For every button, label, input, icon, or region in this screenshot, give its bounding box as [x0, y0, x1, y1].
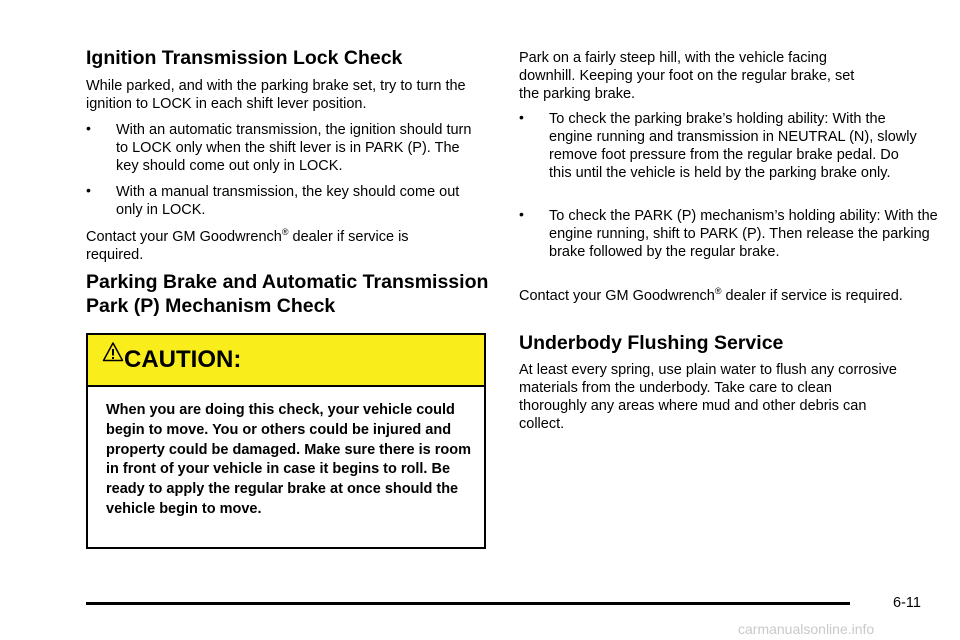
bullet-dot: •	[519, 206, 524, 222]
contact-dealer-left: Contact your GM Goodwrench® dealer if service is required.	[86, 227, 409, 263]
caution-box	[86, 333, 486, 549]
caution-title: CAUTION:	[124, 346, 242, 373]
heading-parking-brake-line2: Park (P) Mechanism Check	[86, 295, 336, 317]
caution-header	[88, 335, 484, 387]
watermark: carmanualsonline.info	[738, 621, 875, 637]
heading-underbody-flushing: Underbody Flushing Service	[519, 332, 784, 354]
ignition-intro: While parked, and with the parking brake set, try to turn the ignition to LOCK in each shift lever position.	[86, 78, 466, 112]
warning-triangle-icon	[102, 341, 124, 363]
bullet-park-mechanism-text: To check the PARK (P) mechanism’s holding ability: With the engine running, shift to PARK (P). Then release the parking brake followed by the regular brake.	[549, 208, 938, 260]
bullet-automatic-text: With an automatic transmission, the ignition should turn to LOCK only when the shift lever is in PARK (P). The key should come out only in LOCK.	[116, 122, 472, 174]
heading-ignition-lock-check: Ignition Transmission Lock Check	[86, 47, 403, 69]
footer-rule	[86, 602, 850, 605]
caution-body: When you are doing this check, your vehicle could begin to move. You or others could be injured and property could be damaged. Make sure there is room in front of your vehicle in case it begins to roll. Be ready to apply the regular brake at once should the vehicle begin to move.	[106, 402, 472, 517]
bullet-parking-brake-text: To check the parking brake’s holding ability: With the engine running and transmission in NEUTRAL (N), slowly remove foot pressure from the regular brake pedal. Do this until the vehicle is held by the parking brake only.	[549, 111, 917, 181]
bullet-dot: •	[86, 120, 91, 136]
contact-dealer-right: Contact your GM Goodwrench® dealer if service is required.	[519, 286, 903, 304]
underbody-body: At least every spring, use plain water to flush any corrosive materials from the underbody. Take care to clean thoroughly any areas where mud and other debris can collect.	[519, 362, 897, 432]
bullet-manual-text: With a manual transmission, the key should come out only in LOCK.	[116, 184, 460, 218]
bullet-dot: •	[86, 182, 91, 198]
bullet-dot: •	[519, 109, 524, 125]
page-number: 6-11	[893, 595, 921, 611]
hill-intro: Park on a fairly steep hill, with the vehicle facing downhill. Keeping your foot on the regular brake, set the parking brake.	[519, 50, 855, 102]
heading-parking-brake-line1: Parking Brake and Automatic Transmission	[86, 271, 489, 293]
